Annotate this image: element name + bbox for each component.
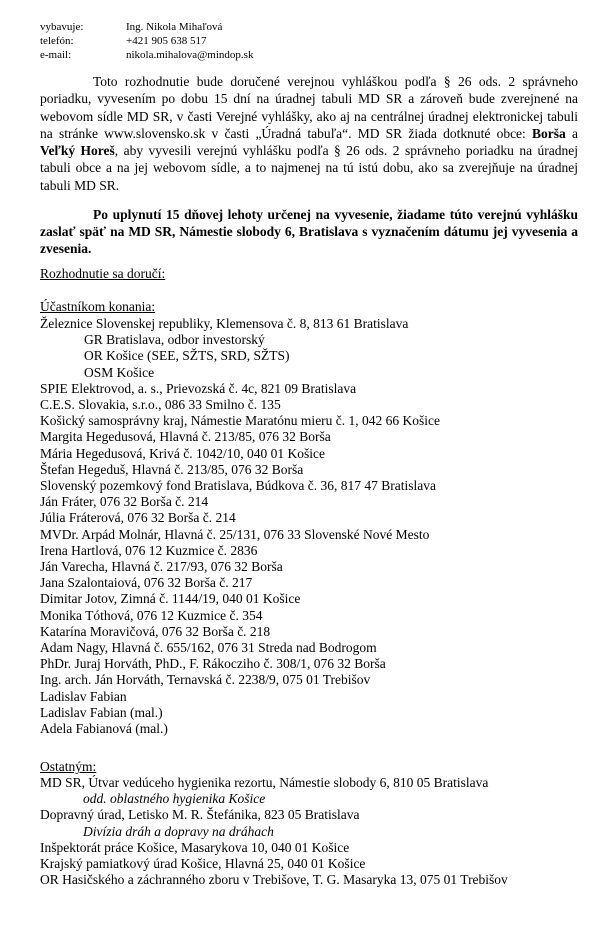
recipient-line: C.E.S. Slovakia, s.r.o., 086 33 Smilno č. 135 [40,397,281,413]
recipient-line: OR Košice (SEE, SŽTS, SRD, SŽTS) [84,348,290,364]
heading-delivery: Rozhodnutie sa doručí: [40,266,166,281]
recipient-line: Júlia Fráterová, 076 32 Borša č. 214 [40,510,236,526]
municipality-velky-hores: Veľký Horeš [40,143,115,159]
recipient-line: MVDr. Arpád Molnár, Hlavná č. 25/131, 076 33 Slovenské Nové Mesto [40,526,430,542]
contact-label: e-mail: [40,49,72,61]
recipient-line: SPIE Elektrovod, a. s., Prievozská č. 4c, 821 09 Bratislava [40,380,357,396]
recipient-line: Adam Nagy, Hlavná č. 655/162, 076 31 Streda nad Bodrogom [40,640,377,656]
recipient-line: PhDr. Juraj Horváth, PhD., F. Rákocziho č. 308/1, 076 32 Borša [40,656,386,672]
contact-row [40,48,253,62]
recipient-line: Krajský pamiatkový úrad Košice, Hlavná 25, 040 01 Košice [40,856,366,872]
recipient-line: Jana Szalontaiová, 076 32 Borša č. 217 [40,575,253,591]
recipient-line: MD SR, Útvar vedúceho hygienika rezortu, Námestie slobody 6, 810 05 Bratislava [40,775,489,790]
recipient-line: Železnice Slovenskej republiky, Klemensova č. 8, 813 61 Bratislava [40,316,409,331]
recipient-line: GR Bratislava, odbor investorský [84,332,265,348]
municipality-borsa: Borša [532,125,566,141]
heading-others: Ostatným: [40,759,97,774]
recipient-line: Ladislav Fabian [40,688,127,704]
recipient-line: OSM Košice [84,364,155,380]
recipient-line: Ján Varecha, Hlavná č. 217/93, 076 32 Borša [40,559,283,575]
contact-row [40,34,253,48]
contact-value: +421 905 638 517 [126,35,207,47]
recipient-line: Ján Fráter, 076 32 Borša č. 214 [40,494,209,510]
contact-value: Ing. Nikola Mihaľová [126,21,223,33]
paragraph-text: a [565,125,578,141]
contact-block [40,20,253,62]
recipient-line: Ing. arch. Ján Horváth, Ternavská č. 2238/9, 075 01 Trebišov [40,672,371,688]
recipient-line: Dimitar Jotov, Zimná č. 1144/19, 040 01 Košice [40,591,301,607]
recipient-line: Margita Hegedusová, Hlavná č. 213/85, 076 32 Borša [40,429,331,445]
recipient-line: Divízia dráh a dopravy na dráhach [83,823,274,839]
recipient-line: Dopravný úrad, Letisko M. R. Štefánika, 823 05 Bratislava [40,807,360,823]
contact-label: telefón: [40,35,74,47]
recipient-line: OR Hasičského a záchranného zboru v Trebišove, T. G. Masaryka 13, 075 01 Trebišov [40,872,508,888]
recipient-line: Irena Hartlová, 076 12 Kuzmice č. 2836 [40,542,258,558]
return-request-paragraph: Po uplynutí 15 dňovej lehoty určenej na vyvesenie, žiadame túto verejnú vyhlášku zaslať späť na MD SR, Námestie slobody 6, Bratislava s vyznačením dátumu jej vyvesenia a zvesenia. [40,207,578,256]
delivery-paragraph [40,73,578,194]
recipient-line: Adela Fabianová (mal.) [40,721,168,737]
recipient-line: Katarína Moravičová, 076 32 Borša č. 218 [40,623,271,639]
recipient-line: Monika Tóthová, 076 12 Kuzmice č. 354 [40,607,263,623]
paragraph-text: , aby vyvesili verejnú vyhlášku podľa § 26 ods. 2 správneho poriadku na úradnej tabuli obce a na jej webovom sídle, a to najmenej na tú istú dobu, ako sa zverejňuje na úradnej tabuli MD SR. [40,143,578,193]
contact-label: vybavuje: [40,21,84,33]
heading-participants: Účastníkom konania: [40,299,156,314]
recipient-line: Ladislav Fabian (mal.) [40,704,163,720]
contact-row [40,20,253,34]
recipient-line: odd. oblastného hygienika Košice [83,791,266,807]
participants-list [40,316,440,737]
others-list [40,775,508,888]
recipient-line: Inšpektorát práce Košice, Masarykova 10, 040 01 Košice [40,839,350,855]
contact-email: nikola.mihalova@mindop.sk [126,49,254,61]
recipient-line: Mária Hegedusová, Krivá č. 1042/10, 040 01 Košice [40,445,325,461]
recipient-line: Slovenský pozemkový fond Bratislava, Búdkova č. 36, 817 47 Bratislava [40,478,436,494]
recipient-line: Štefan Hegeduš, Hlavná č. 213/85, 076 32 Borša [40,461,304,477]
paragraph-text: Toto rozhodnutie bude doručené verejnou vyhláškou podľa § 26 ods. 2 správneho poriadku, vyvesením po dobu 15 dní na úradnej tabuli MD SR a zároveň bude zverejnené na webovom sídle MD SR, v časti Verejné vyhlášky, ako aj na centrálnej úradnej elektronickej tabuli na stránke www.slovensko.sk v časti „Úradná tabuľa“. MD SR žiada dotknuté obce: [40,74,578,141]
recipient-line: Košický samosprávny kraj, Námestie Maratónu mieru č. 1, 042 66 Košice [40,413,441,429]
